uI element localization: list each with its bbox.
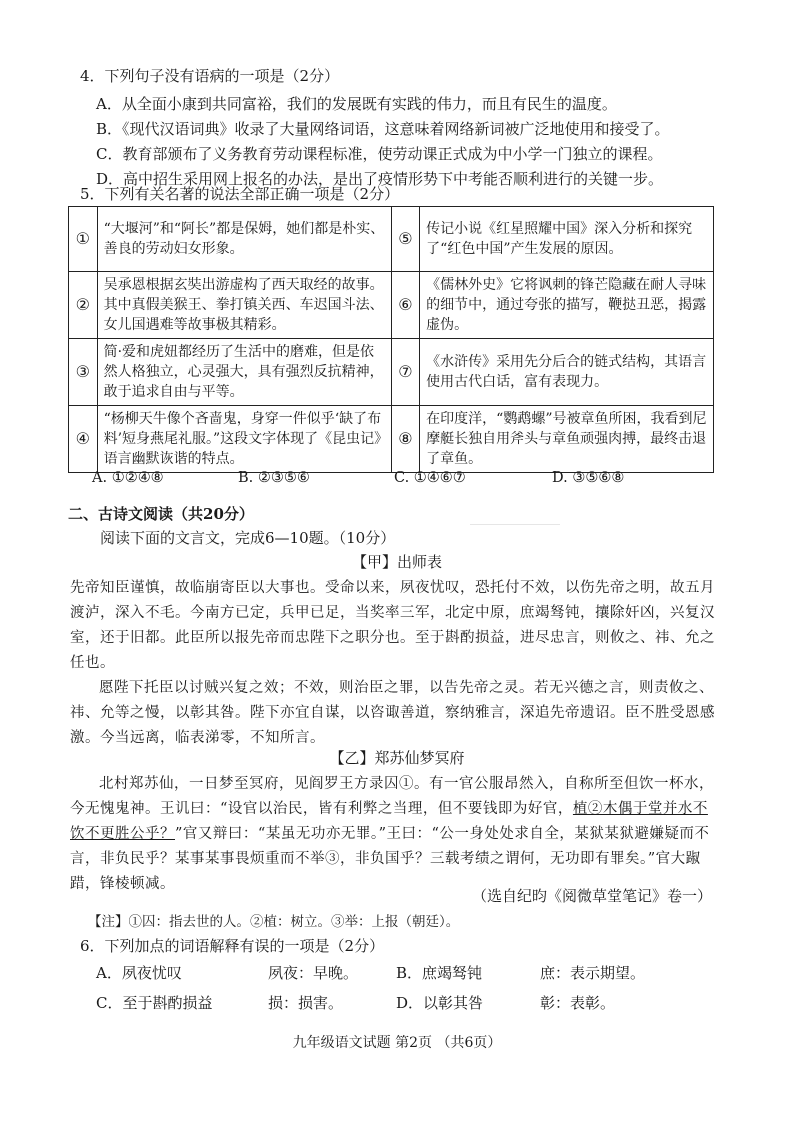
- q5-choice-d: D. ③⑤⑥⑧: [552, 470, 625, 486]
- q5-table-row: [69, 207, 714, 272]
- section-title: 二、古诗文阅读（共20分）: [68, 505, 254, 523]
- q6-option-d-word: D．以彰其咎: [396, 994, 484, 1012]
- q5-item-text: 传记小说《红星照耀中国》深入分析和探究了“红色中国”产生发展的原因。: [420, 207, 714, 272]
- q6-option-c-word: C．至于斟酌损益: [96, 994, 213, 1012]
- q5-table-row: [69, 339, 714, 406]
- section-instruction: 阅读下面的文言文，完成6—10题。（10分）: [100, 529, 396, 547]
- q5-item-number: ②: [69, 272, 98, 339]
- q5-item-number: ③: [69, 339, 98, 406]
- q5-choice-a: A. ①②④⑧: [92, 470, 164, 486]
- q6-stem: 6．下列加点的词语解释有误的一项是（2分）: [80, 937, 385, 955]
- passage-b-source: （选自纪昀《阅微草堂笔记》卷一）: [471, 887, 712, 905]
- q4-stem: 4．下列句子没有语病的一项是（2分）: [80, 67, 340, 85]
- q5-item-number: ⑥: [391, 272, 420, 339]
- q5-stem: 5．下列有关名著的说法全部正确一项是（2分）: [80, 185, 400, 203]
- passage-b-underlined-sentence: 植②木偶于堂并水不饮不更胜公乎？: [70, 801, 708, 842]
- q5-choice-c: C. ①④⑥⑦: [394, 470, 466, 486]
- passage-b-paragraph: [70, 772, 720, 897]
- q5-item-number: ①: [69, 207, 98, 272]
- q4-option-a: A．从全面小康到共同富裕，我们的发展既有实践的伟力，而且有民生的温度。: [96, 95, 617, 113]
- q5-table-row: [69, 272, 714, 339]
- passage-b-text-2: ”官又辩曰：“某虽无功亦无罪。”王曰：“公一身处处求自全，某狱某狱避嫌疑而不言，非负民乎？某事某事畏烦重而不举③，非负国乎？三载考绩之谓何，无功即有罪矣。”官大踧踖，锋棱顿减。: [70, 826, 710, 892]
- q6-option-a-word: A．夙夜忧叹: [96, 964, 182, 982]
- scan-artifact: [470, 524, 560, 525]
- passage-a-paragraph-1: 先帝知臣谨慎，故临崩寄臣以大事也。受命以来，夙夜忧叹，恐托付不效，以伤先帝之明，故五月渡泸，深入不毛。今南方已定，兵甲已足，当奖率三军，北定中原，庶竭驽钝，攘除奸凶，兴复汉室，还于旧都。此臣所以报先帝而忠陛下之职分也。至于斟酌损益，进尽忠言，则攸之、祎、允之任也。: [70, 580, 715, 671]
- q6-option-b-definition: 庶：表示期望。: [540, 964, 646, 982]
- q4-option-b: B．《现代汉语词典》收录了大量网络词语，这意味着网络新词被广泛地使用和接受了。: [96, 120, 670, 138]
- q5-item-text: “大堰河”和“阿长”都是保姆，她们都是朴实、善良的劳动妇女形象。: [97, 207, 391, 272]
- q5-item-number: ⑦: [391, 339, 420, 406]
- passage-a-paragraph-2: 愿陛下托臣以讨贼兴复之效；不效，则治臣之罪，以告先帝之灵。若无兴德之言，则责攸之、祎、允等之慢，以彰其咎。陛下亦宜自谋，以咨诹善道，察纳雅言，深追先帝遗诏。臣不胜受恩感激。今当远离，临表涕零，不知所言。: [70, 680, 715, 746]
- page-footer: 九年级语文试题 第2页 （共6页）: [292, 1035, 502, 1051]
- q6-option-b-word: B．庶竭驽钝: [396, 964, 483, 982]
- q6-option-d-definition: 彰：表彰。: [540, 994, 616, 1012]
- q5-item-number: ⑤: [391, 207, 420, 272]
- passage-a-title: 【甲】出师表: [351, 553, 442, 571]
- q5-item-text: “杨柳天牛像个吝啬鬼，身穿一件似乎‘缺了布料’短身燕尾礼服。”这段文字体现了《昆虫记》语言幽默诙谐的特点。: [97, 406, 391, 473]
- q5-item-text: 在印度洋，“鹦鹉螺”号被章鱼所困，我看到尼摩艇长独自用斧头与章鱼顽强肉搏，最终击退了章鱼。: [420, 406, 714, 473]
- passage-b-notes: 【注】①囚：指去世的人。②植：树立。③举：上报（朝廷）。: [88, 914, 460, 930]
- q6-option-a-definition: 夙夜：早晚。: [268, 964, 359, 982]
- q5-item-text: 简·爱和虎妞都经历了生活中的磨难，但是依然人格独立，心灵强大，具有强烈反抗精神，敢于追求自由与平等。: [97, 339, 391, 406]
- q5-item-text: 《水浒传》采用先分后合的链式结构，其语言使用古代白话，富有表现力。: [420, 339, 714, 406]
- passage-b-text-1: 北村郑苏仙，一日梦至冥府，见阎罗王方录囚①。有一官公服昂然入，自称所至但饮一杯水，今无愧鬼神。王讥曰：“设官以治民，皆有利弊之当理，但不要钱即为好官，: [70, 776, 714, 817]
- q5-item-number: ④: [69, 406, 98, 473]
- q4-option-c: C．教育部颁布了义务教育劳动课程标准，使劳动课正式成为中小学一门独立的课程。: [96, 145, 663, 163]
- q5-item-text: 吴承恩根据玄奘出游虚构了西天取经的故事。其中真假美猴王、拳打镇关西、车迟国斗法、女儿国遇难等故事极其精彩。: [97, 272, 391, 339]
- q5-table: [68, 206, 714, 473]
- q5-item-number: ⑧: [391, 406, 420, 473]
- q5-table-row: [69, 406, 714, 473]
- q5-choice-b: B. ②③⑤⑥: [238, 470, 310, 486]
- q4-option-d: D．高中招生采用网上报名的办法，是出了疫情形势下中考能否顺利进行的关键一步。: [96, 170, 664, 188]
- passage-b-title: 【乙】郑苏仙梦冥府: [329, 749, 465, 767]
- q6-option-c-definition: 损：损害。: [268, 994, 344, 1012]
- q5-item-text: 《儒林外史》它将讽刺的锋芒隐藏在耐人寻味的细节中，通过夸张的描写，鞭挞丑恶，揭露虚伪。: [420, 272, 714, 339]
